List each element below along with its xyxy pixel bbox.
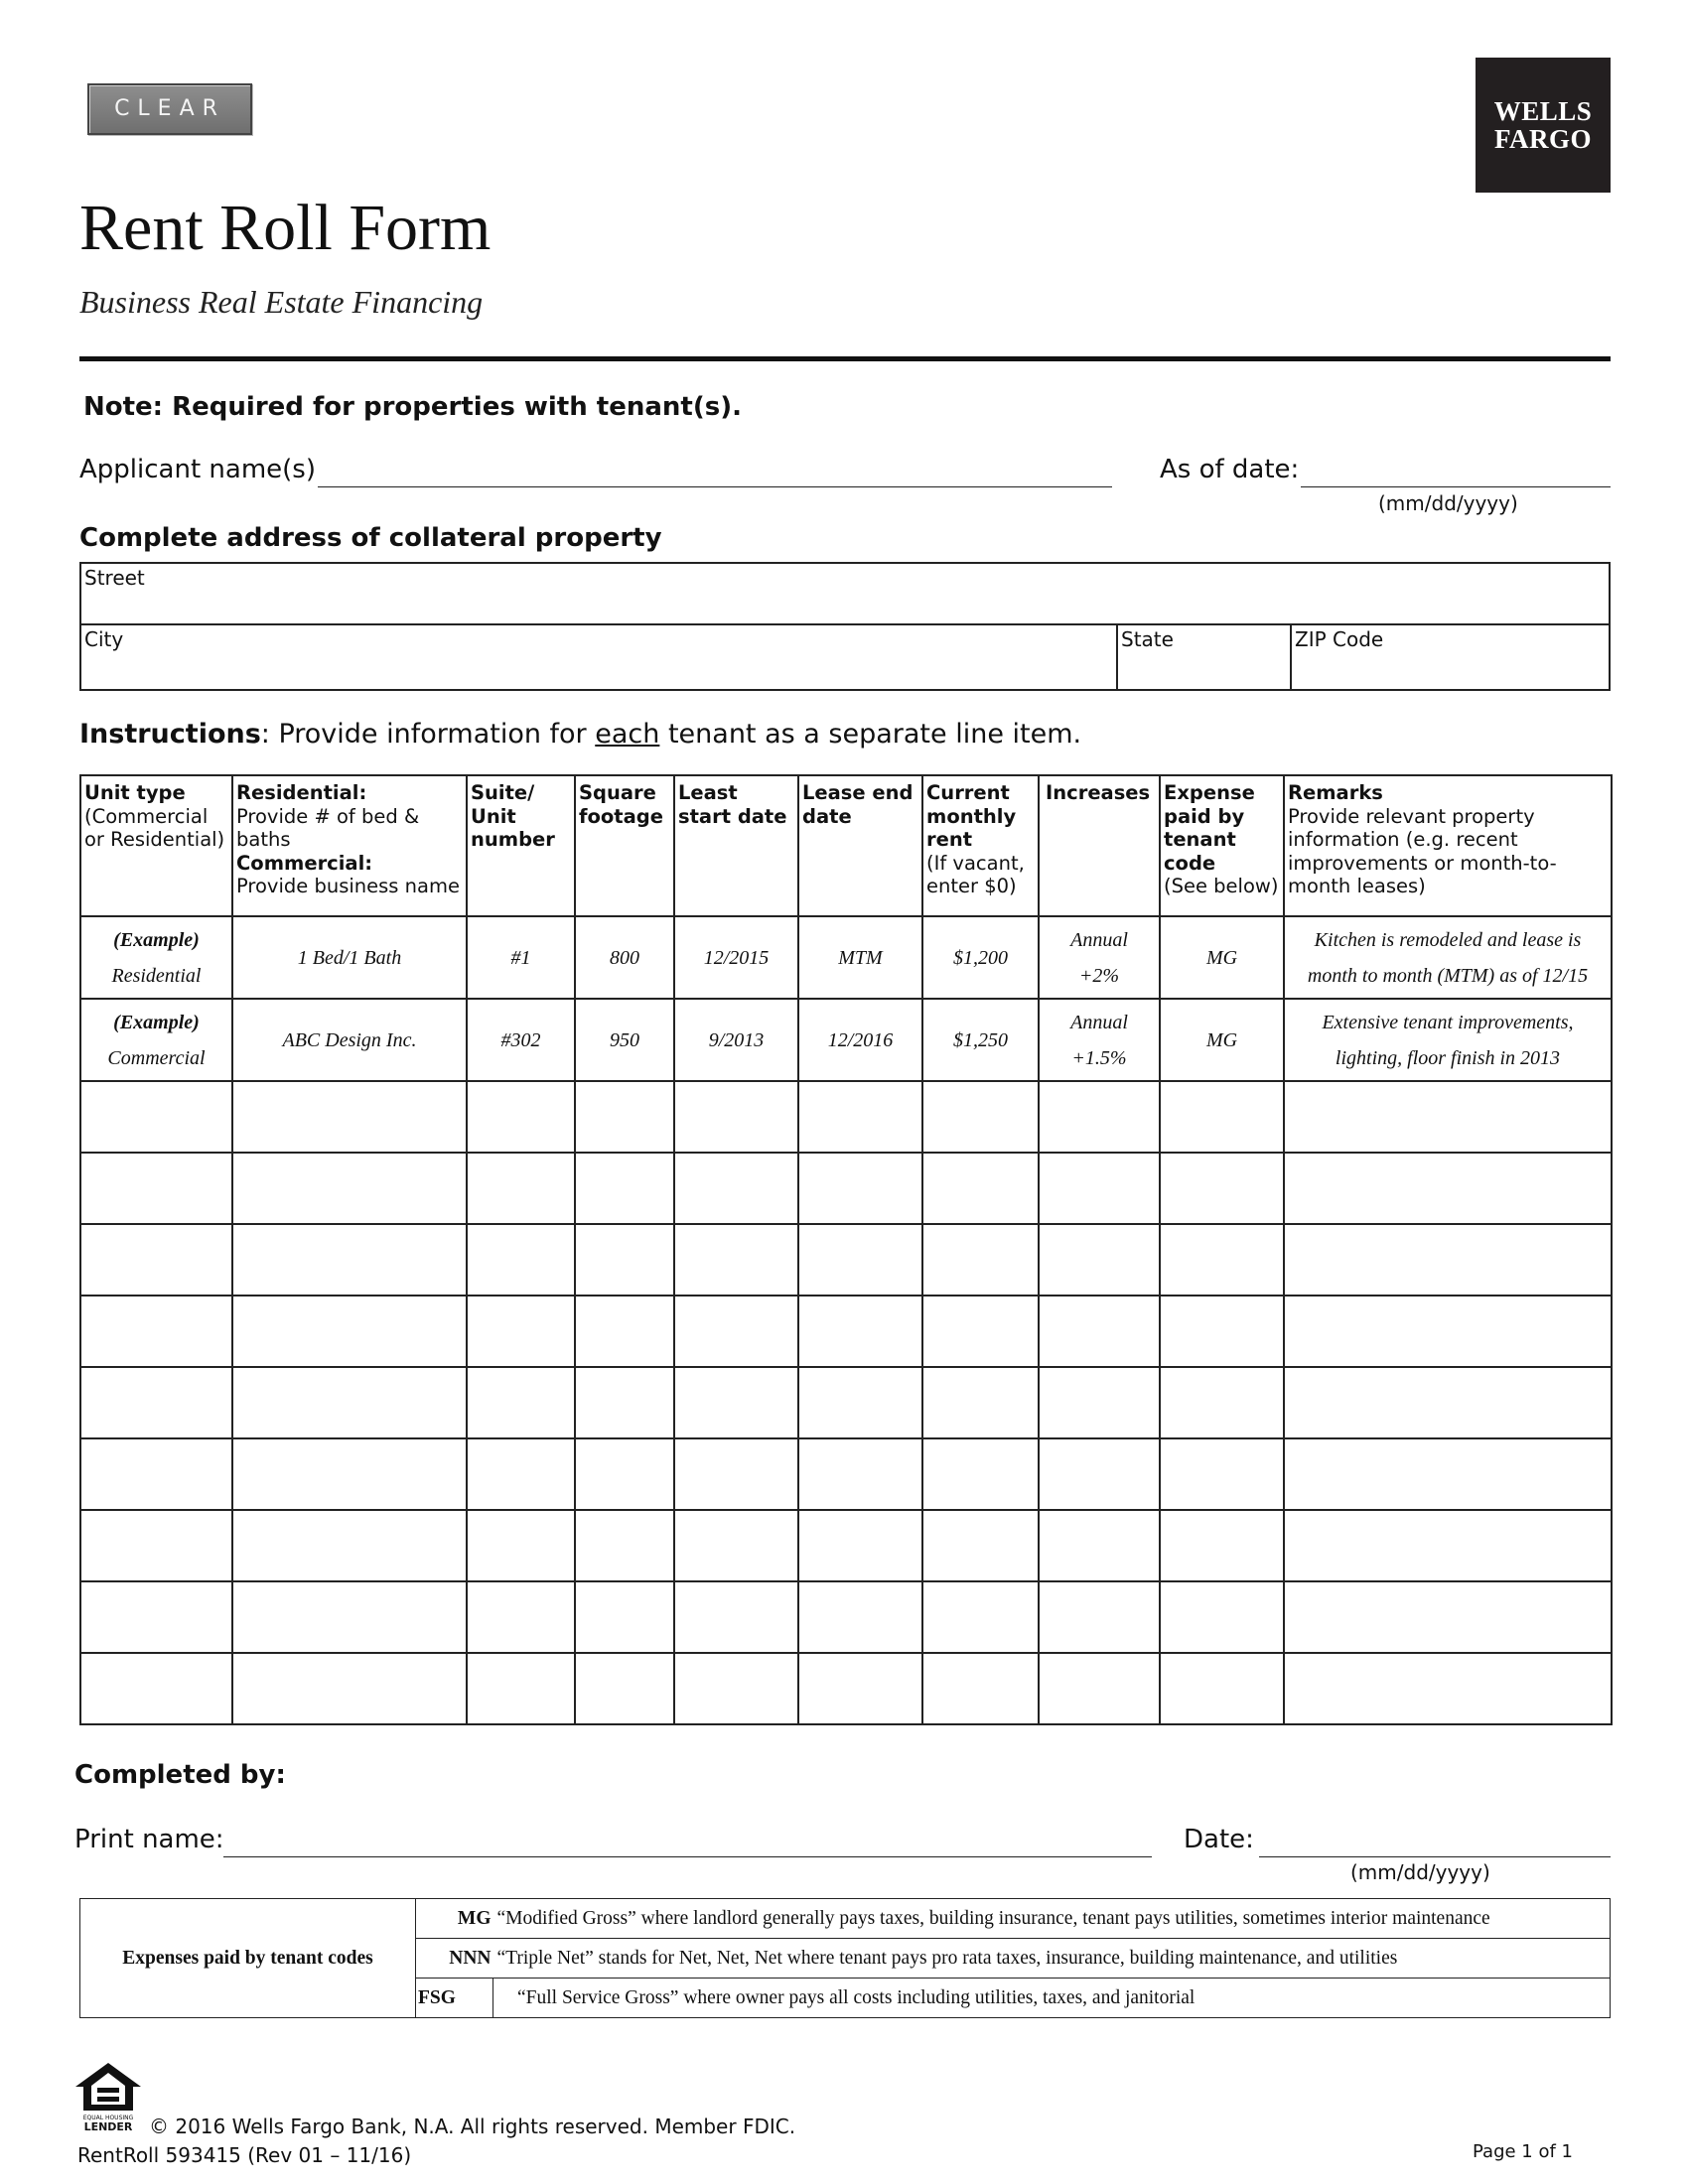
entry-cell[interactable] [575,1510,674,1581]
city-field[interactable] [81,625,1118,691]
street-label: Street [84,566,145,590]
print-name-field[interactable] [223,1828,1152,1857]
header-unit-type: Unit type (Commercial or Residential) [80,775,232,916]
table-cell: 800 [575,916,674,999]
entry-cell[interactable] [232,1653,467,1724]
header-lease-end: Lease end date [798,775,922,916]
entry-cell[interactable] [232,1081,467,1153]
note-text: Note: Required for properties with tenant(s). [83,392,742,422]
entry-cell[interactable] [1284,1081,1612,1153]
entry-cell[interactable] [80,1224,232,1296]
instructions-pre: : Provide information for [260,719,596,750]
entry-cell[interactable] [575,1438,674,1510]
entry-cell[interactable] [467,1296,575,1367]
entry-cell[interactable] [922,1296,1039,1367]
logo-line1: WELLS [1493,96,1593,126]
as-of-date-hint: (mm/dd/yyyy) [1378,491,1518,515]
entry-cell[interactable] [1160,1296,1284,1367]
header-suite: Suite/ Unit number [467,775,575,916]
codes-heading: Expenses paid by tenant codes [80,1899,416,2018]
page-subtitle: Business Real Estate Financing [79,284,484,320]
entry-cell[interactable] [1284,1581,1612,1653]
entry-cell[interactable] [1039,1224,1160,1296]
example-row-residential [80,916,1612,999]
entry-cell[interactable] [674,1367,798,1438]
table-row [80,1296,1612,1367]
table-cell: 12/2015 [674,916,798,999]
table-cell: $1,200 [922,916,1039,999]
instructions-underlined: each [595,719,660,750]
entry-cell[interactable] [1160,1224,1284,1296]
entry-cell[interactable] [922,1438,1039,1510]
entry-cell[interactable] [674,1153,798,1224]
table-row [80,1224,1612,1296]
svg-text:EQUAL HOUSING: EQUAL HOUSING [82,2115,134,2121]
table-row [80,1438,1612,1510]
entry-cell[interactable] [1039,1653,1160,1724]
table-cell: MTM [798,916,922,999]
table-cell: $1,250 [922,999,1039,1081]
applicant-label: Applicant name(s) [79,455,316,484]
zip-label: ZIP Code [1295,627,1384,651]
header-square-footage: Square footage [575,775,674,916]
entry-cell[interactable] [232,1581,467,1653]
header-lease-start: Least start date [674,775,798,916]
table-cell: 950 [575,999,674,1081]
code-fsg: FSG [416,1979,493,2018]
clear-button[interactable]: CLEAR [87,83,252,135]
entry-cell[interactable] [674,1653,798,1724]
entry-cell[interactable] [575,1296,674,1367]
entry-cell[interactable] [922,1153,1039,1224]
entry-cell[interactable] [80,1581,232,1653]
entry-cell[interactable] [232,1367,467,1438]
table-cell: (Example) Residential [80,916,232,999]
table-cell: ABC Design Inc. [232,999,467,1081]
code-desc: “Modified Gross” where landlord generally pays taxes, building insurance, tenant pays utilities, sometimes interior maintenance [493,1899,1611,1939]
entry-cell[interactable] [467,1510,575,1581]
state-label: State [1121,627,1174,651]
entry-cell[interactable] [1039,1296,1160,1367]
entry-cell[interactable] [922,1081,1039,1153]
address-box [79,562,1611,691]
zip-field[interactable] [1292,625,1609,691]
entry-cell[interactable] [674,1581,798,1653]
entry-cell[interactable] [1284,1510,1612,1581]
entry-cell[interactable] [1160,1653,1284,1724]
entry-cell[interactable] [467,1081,575,1153]
entry-cell[interactable] [575,1367,674,1438]
entry-cell[interactable] [232,1153,467,1224]
table-cell: 9/2013 [674,999,798,1081]
wells-fargo-logo [1476,58,1611,193]
header-expense-code: Expense paid by tenant code (See below) [1160,775,1284,916]
code-desc: “Triple Net” stands for Net, Net, Net where tenant pays pro rata taxes, insurance, building maintenance, and utilities [493,1939,1611,1979]
entry-cell[interactable] [232,1438,467,1510]
expense-codes-table [79,1898,1611,2018]
entry-cell[interactable] [674,1296,798,1367]
completed-date-hint: (mm/dd/yyyy) [1350,1860,1490,1884]
as-of-date-label: As of date: [1160,455,1300,484]
entry-cell[interactable] [1284,1438,1612,1510]
code-nnn: NNN [416,1939,493,1979]
entry-cell[interactable] [674,1438,798,1510]
entry-cell[interactable] [798,1510,922,1581]
entry-cell[interactable] [1160,1510,1284,1581]
table-row [80,1081,1612,1153]
table-cell: Annual +1.5% [1039,999,1160,1081]
table-row [80,1153,1612,1224]
entry-cell[interactable] [1039,1081,1160,1153]
code-desc: “Full Service Gross” where owner pays all costs including utilities, taxes, and janitorial [493,1979,1611,2018]
header-monthly-rent: Current monthly rent (If vacant, enter $0) [922,775,1039,916]
entry-cell[interactable] [1284,1224,1612,1296]
print-name-label: Print name: [74,1825,224,1854]
entry-cell[interactable] [467,1438,575,1510]
entry-cell[interactable] [80,1081,232,1153]
table-row [80,1653,1612,1724]
entry-cell[interactable] [798,1653,922,1724]
entry-cell[interactable] [1160,1438,1284,1510]
entry-cell[interactable] [798,1153,922,1224]
entry-cell[interactable] [1160,1581,1284,1653]
entry-cell[interactable] [798,1438,922,1510]
entry-cell[interactable] [674,1081,798,1153]
entry-cell[interactable] [1284,1153,1612,1224]
entry-cell[interactable] [575,1653,674,1724]
entry-cell[interactable] [80,1296,232,1367]
entry-cell[interactable] [922,1510,1039,1581]
instructions-post: tenant as a separate line item. [659,719,1082,750]
table-cell: MG [1160,916,1284,999]
code-row [80,1899,1611,1939]
table-cell: 12/2016 [798,999,922,1081]
table-cell: #1 [467,916,575,999]
entry-cell[interactable] [80,1653,232,1724]
table-row [80,1367,1612,1438]
header-residential-commercial: Residential: Provide # of bed & baths Commercial: Provide business name [232,775,467,916]
entry-cell[interactable] [232,1510,467,1581]
table-row [80,1510,1612,1581]
entry-cell[interactable] [1160,1081,1284,1153]
entry-cell[interactable] [1160,1367,1284,1438]
entry-cell[interactable] [467,1153,575,1224]
entry-cell[interactable] [798,1296,922,1367]
entry-cell[interactable] [575,1581,674,1653]
table-cell: (Example) Commercial [80,999,232,1081]
page-number: Page 1 of 1 [1473,2141,1573,2162]
entry-cell[interactable] [798,1224,922,1296]
entry-cell[interactable] [674,1510,798,1581]
table-cell: MG [1160,999,1284,1081]
entry-cell[interactable] [467,1653,575,1724]
entry-cell[interactable] [575,1081,674,1153]
entry-cell[interactable] [232,1296,467,1367]
logo-line2: FARGO [1494,124,1592,154]
instructions-bold: Instructions [79,719,261,750]
entry-cell[interactable] [1039,1438,1160,1510]
completed-date-label: Date: [1184,1825,1254,1854]
entry-cell[interactable] [80,1367,232,1438]
address-heading: Complete address of collateral property [79,523,662,553]
table-cell: Annual +2% [1039,916,1160,999]
city-label: City [84,627,124,651]
page-title: Rent Roll Form [79,192,492,264]
entry-cell[interactable] [798,1581,922,1653]
entry-cell[interactable] [922,1653,1039,1724]
instructions [79,719,1081,750]
entry-cell[interactable] [922,1581,1039,1653]
entry-cell[interactable] [575,1224,674,1296]
entry-cell[interactable] [1284,1296,1612,1367]
as-of-date-field[interactable] [1301,458,1611,487]
code-mg: MG [416,1899,493,1939]
svg-text:LENDER: LENDER [83,2120,133,2132]
table-cell: 1 Bed/1 Bath [232,916,467,999]
street-field[interactable] [81,564,1609,625]
table-cell: Kitchen is remodeled and lease is month to month (MTM) as of 12/15 [1284,916,1612,999]
header-increases: Increases [1039,775,1160,916]
table-cell: #302 [467,999,575,1081]
entry-cell[interactable] [80,1153,232,1224]
entry-cell[interactable] [1039,1153,1160,1224]
entry-cell[interactable] [467,1224,575,1296]
example-row-commercial [80,999,1612,1081]
entry-cell[interactable] [467,1581,575,1653]
entry-cell[interactable] [467,1367,575,1438]
entry-cell[interactable] [1160,1153,1284,1224]
entry-cell[interactable] [1284,1367,1612,1438]
completed-date-field[interactable] [1259,1828,1611,1857]
header-rule [79,356,1611,361]
entry-cell[interactable] [232,1224,467,1296]
entry-cell[interactable] [674,1224,798,1296]
entry-cell[interactable] [575,1153,674,1224]
state-field[interactable] [1118,625,1292,691]
entry-cell[interactable] [1039,1581,1160,1653]
entry-cell[interactable] [922,1224,1039,1296]
table-header-row [80,775,1612,916]
entry-cell[interactable] [1039,1510,1160,1581]
entry-cell[interactable] [922,1367,1039,1438]
copyright-text: © 2016 Wells Fargo Bank, N.A. All rights reserved. Member FDIC. [149,2115,796,2138]
applicant-name-field[interactable] [318,458,1112,487]
entry-cell[interactable] [1039,1367,1160,1438]
table-row [80,1581,1612,1653]
form-id: RentRoll 593415 (Rev 01 – 11/16) [77,2143,412,2167]
header-remarks: Remarks Provide relevant property information (e.g. recent improvements or month-to-month leases) [1284,775,1612,916]
completed-by-heading: Completed by: [74,1760,286,1790]
entry-cell[interactable] [798,1081,922,1153]
entry-cell[interactable] [80,1510,232,1581]
table-cell: Extensive tenant improvements, lighting, floor finish in 2013 [1284,999,1612,1081]
entry-cell[interactable] [1284,1653,1612,1724]
tenant-table [79,774,1613,1725]
equal-housing-lender-icon [73,2061,143,2132]
entry-cell[interactable] [80,1438,232,1510]
entry-cell[interactable] [798,1367,922,1438]
